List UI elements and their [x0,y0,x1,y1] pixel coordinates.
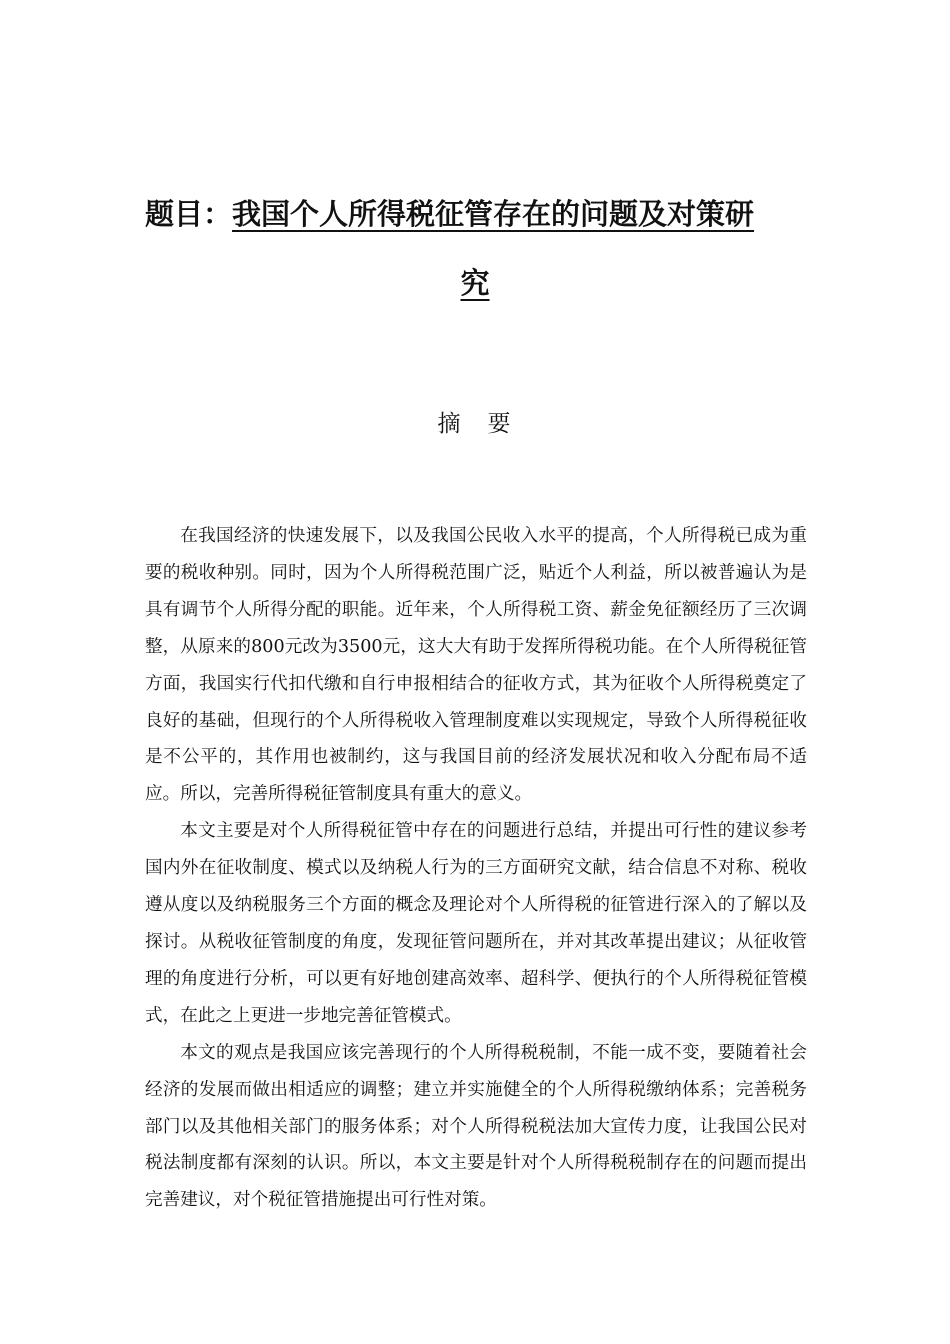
title-main-line-2: 究 [460,266,490,300]
abstract-paragraph-1: 在我国经济的快速发展下，以及我国公民收入水平的提高，个人所得税已成为重要的税收种别。同时，因为个人所得税范围广泛，贴近个人利益，所以被普遍认为是具有调节个人所得分配的职能。近年来，个人所得税工资、薪金免征额经历了三次调整，从原来的800元改为3500元，这大大有助于发挥所得税功能。在个人所得税征管方面，我国实行代扣代缴和自行申报相结合的征收方式，其为征收个人所得税奠定了良好的基础，但现行的个人所得税收入管理制度难以实现规定，导致个人所得税征收是不公平的，其作用也被制约，这与我国目前的经济发展状况和收入分配布局不适应。所以，完善所得税征管制度具有重大的意义。 [145,526,807,805]
abstract-heading: 摘 要 [437,411,513,437]
title-prefix: 题目： [145,197,233,231]
title-line-1 [145,188,805,240]
title-line-2 [145,257,805,309]
document-title [145,188,805,300]
abstract-body [145,518,807,1219]
abstract-paragraph-3: 本文的观点是我国应该完善现行的个人所得税税制，不能一成不变，要随着社会经济的发展而做出相适应的调整；建立并实施健全的个人所得税缴纳体系；完善税务部门以及其他相关部门的服务体系；对个人所得税税法加大宣传力度，让我国公民对税法制度都有深刻的认识。所以，本文主要是针对个人所得税税制存在的问题而提出完善建议，对个税征管措施提出可行性对策。 [145,1042,807,1211]
abstract-paragraph-2: 本文主要是对个人所得税征管中存在的问题进行总结，并提出可行性的建议参考国内外在征收制度、模式以及纳税人行为的三方面研究文献，结合信息不对称、税收遵从度以及纳税服务三个方面的概念及理论对个人所得税的征管进行深入的了解以及探讨。从税收征管制度的角度，发现征管问题所在，并对其改革提出建议；从征收管理的角度进行分析，可以更有好地创建高效率、超科学、便执行的个人所得税征管模式，在此之上更进一步地完善征管模式。 [145,821,807,1026]
title-main-line-1: 我国个人所得税征管存在的问题及对策研 [232,197,755,231]
